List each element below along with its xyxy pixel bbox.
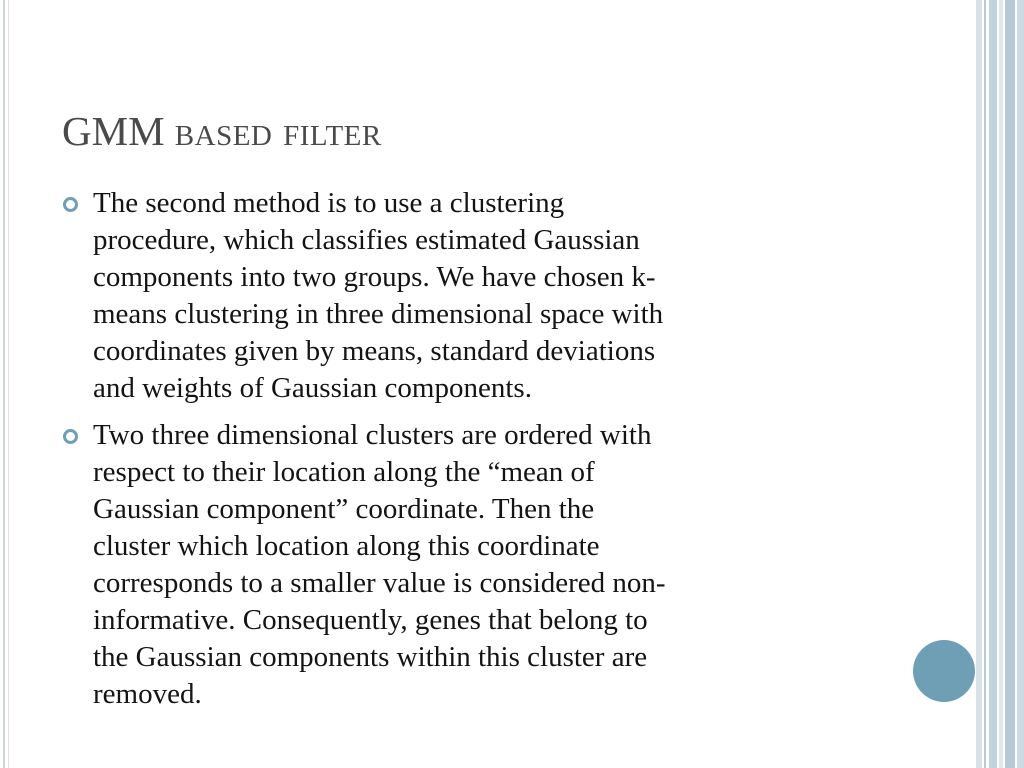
slide-title-main: GMM [62,108,165,154]
decorative-stripe [989,0,997,768]
slide-title-rest: based filter [174,108,382,154]
bullet-list [60,185,890,723]
bullet-text: Two three dimensional clusters are ordered with respect to their location along the “mean of Gaussian component” coordinate. Then the cluster which location along this coordinate corresponds to a smaller value is considered non- informative. Consequently, genes that belong to the Gaussian components within this cluster are removed. [93,419,666,710]
decorative-stripe [976,0,982,768]
left-frame-line [3,0,5,768]
decorative-stripe [999,0,1003,768]
decorative-circle-icon [913,640,975,702]
decorative-stripe [1017,0,1024,768]
slide-title [62,103,382,159]
decorative-stripe [1005,0,1015,768]
bullet-item [60,185,890,407]
left-frame-line-inner [8,0,9,768]
bullet-item [60,417,890,713]
bullet-text: The second method is to use a clustering procedure, which classifies estimated Gaussian components into two groups. We have chosen k- means clustering in three dimensional space with coordinates given by means, standard deviations and weights of Gaussian components. [93,187,664,404]
hollow-circle-bullet-icon [63,197,78,212]
decorative-stripe [984,0,986,768]
hollow-circle-bullet-icon [63,429,78,444]
